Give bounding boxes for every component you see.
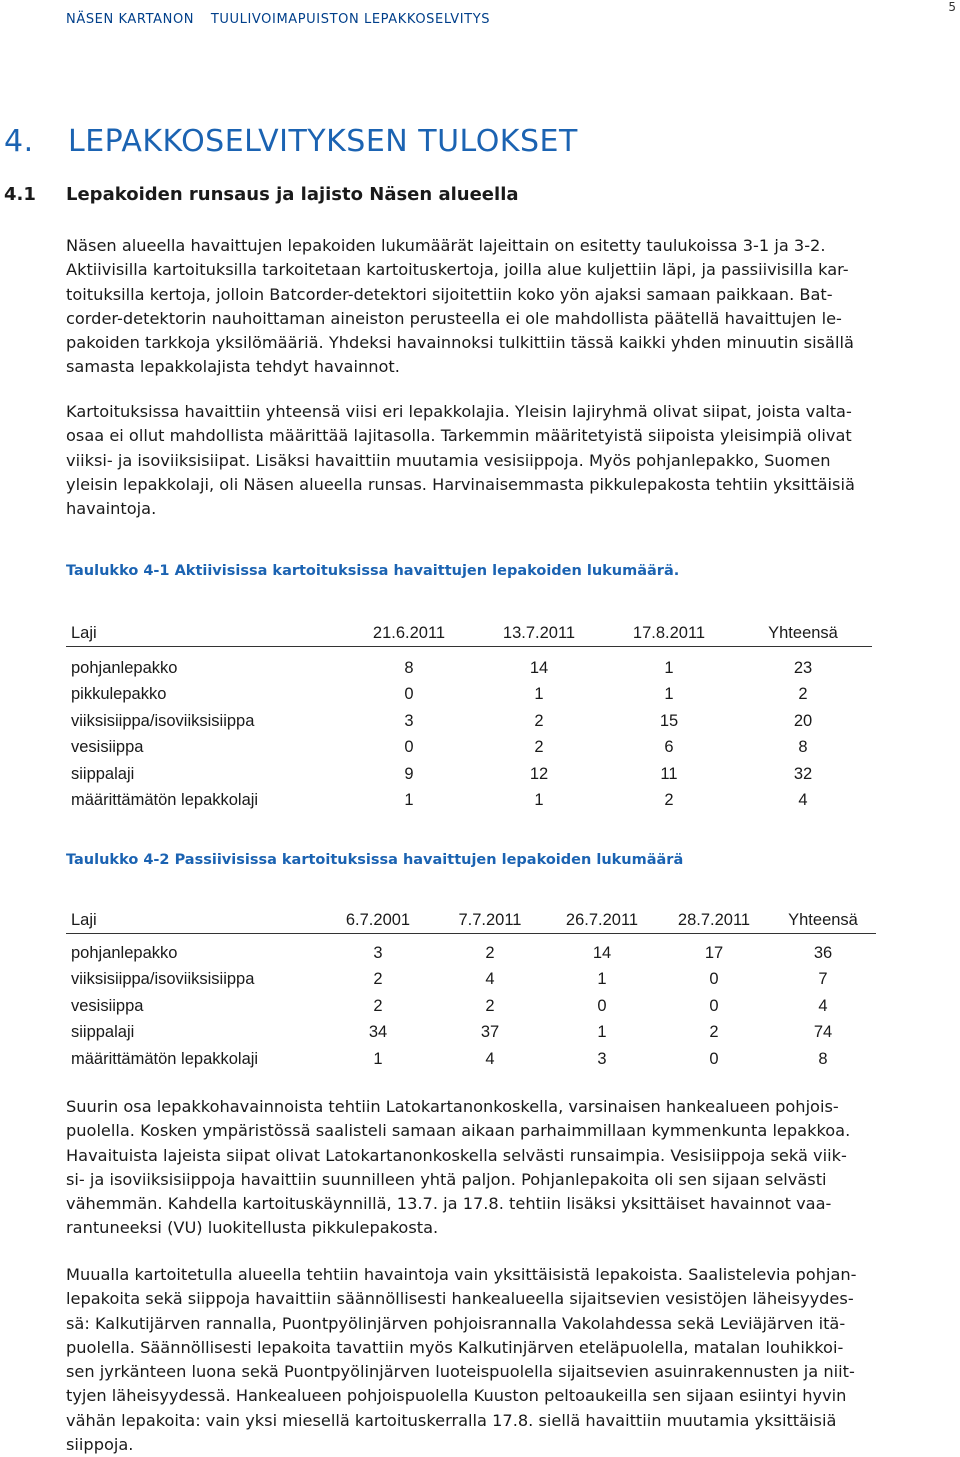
subsection-number: 4.1 <box>4 184 36 205</box>
table-cell: 1 <box>664 685 674 704</box>
table-header-row <box>66 616 872 647</box>
table-cell: 15 <box>659 711 679 730</box>
table-cell: 9 <box>404 764 414 783</box>
table-cell: 8 <box>404 658 414 677</box>
table-cell: määrittämätön lepakkolaji <box>71 791 259 810</box>
column-header: 17.8.2011 <box>604 616 734 647</box>
table-cell: 0 <box>709 1049 719 1068</box>
text-line: Näsen alueella havaittujen lepakoiden lukumäärät lajeittain on esitetty taulukoissa 3-1 ja 3-2. <box>66 236 826 255</box>
table-cell: 0 <box>404 738 414 757</box>
table-cell: 14 <box>529 658 549 677</box>
table-cell: 2 <box>709 1023 719 1042</box>
table-cell: 0 <box>597 996 607 1015</box>
table-cell: pikkulepakko <box>71 685 167 704</box>
table-cell: 2 <box>373 970 383 989</box>
table-cell: 1 <box>534 791 544 810</box>
table-cell: siippalaji <box>71 764 135 783</box>
text-line: Kartoituksissa havaittiin yhteensä viisi eri lepakkolajia. Yleisin lajiryhmä olivat siipat, joista valta- <box>66 402 852 421</box>
text-line: havaintoja. <box>66 499 157 519</box>
passive-survey-table <box>66 903 876 1073</box>
text-line: osaa ei ollut mahdollista määrittää lajitasolla. Tarkemmin määritetyistä siipoista yleisimpiä olivat <box>66 426 852 446</box>
table-cell: 3 <box>597 1049 607 1068</box>
table-caption: Taulukko 4-1 Aktiivisissa kartoituksissa havaittujen lepakoiden lukumäärä. <box>66 563 680 579</box>
table-cell: 1 <box>664 658 674 677</box>
table-cell: 32 <box>793 764 813 783</box>
section-number: 4. <box>4 124 34 159</box>
text-line: Muualla kartoitetulla alueella tehtiin havaintoja vain yksittäisistä lepakoista. Saalistelevia pohjan- <box>66 1265 857 1284</box>
text-line: rantuneeksi (VU) luokitellusta pikkulepakosta. <box>66 1218 439 1238</box>
text-line: siippoja. <box>66 1435 134 1455</box>
table-row <box>66 682 872 709</box>
column-header: Yhteensä <box>770 903 876 934</box>
table-row <box>66 1046 876 1073</box>
table-cell: 2 <box>373 996 383 1015</box>
text-line: tyjen läheisyydessä. Hankealueen pohjoispuolella Kuuston peltoaukeilla sen sijaan esiintyi hyvin <box>66 1386 847 1406</box>
table-row <box>66 967 876 994</box>
table-cell: 6 <box>664 738 674 757</box>
table-cell: 8 <box>818 1049 828 1068</box>
table-cell: 3 <box>404 711 414 730</box>
column-header: 6.7.2001 <box>322 903 434 934</box>
paragraph-other-areas <box>66 1263 954 1457</box>
table-cell: 0 <box>709 996 719 1015</box>
table-cell: 4 <box>798 791 808 810</box>
running-header-part: TUULIVOIMAPUISTON LEPAKKOSELVITYS <box>210 12 491 27</box>
table-row <box>66 940 876 967</box>
table-cell: viiksisiippa/isoviiksisiippa <box>71 711 255 730</box>
table-row <box>66 993 876 1020</box>
text-line: lepakoita sekä siippoja havaittiin säännöllisesti hankealueella sijaitsevien vesistöjen läheisyydes- <box>66 1289 854 1309</box>
text-line: si- ja isoviiksisiippoja havaittiin suunnilleen yhtä paljon. Pohjanlepakoita oli sen sijaan selvästi <box>66 1169 827 1189</box>
text-line: sen jyrkänteen luona sekä Puontpyölinjärven luoteispuolella sijaitsevien asuinrakennusten ja niit- <box>66 1362 855 1382</box>
text-line: yleisin lepakkolaji, oli Näsen alueella runsas. Harvinaisemmasta pikkulepakosta tehtiin yksittäisiä <box>66 474 855 494</box>
table-row <box>66 655 872 682</box>
table-cell: viiksisiippa/isoviiksisiippa <box>71 970 255 989</box>
active-survey-table <box>66 616 872 814</box>
table-cell: 2 <box>534 738 544 757</box>
running-header <box>66 12 502 27</box>
column-header: 26.7.2011 <box>546 903 658 934</box>
table-cell: määrittämätön lepakkolaji <box>71 1049 259 1068</box>
column-header: Laji <box>66 616 344 647</box>
text-line: puolella. Kosken ympäristössä saalisteli samaan aikaan parhaimmillaan kymmenkunta lepakkoa. <box>66 1121 851 1141</box>
column-header: Yhteensä <box>734 616 872 647</box>
table-cell: 1 <box>597 970 607 989</box>
text-line: pakoiden tarkkoja yksilömääriä. Yhdeksi havainnoksi tulkittiin tässä kaikki yhden minuutin sisällä <box>66 333 854 353</box>
table-cell: 4 <box>485 1049 495 1068</box>
table-header-row <box>66 903 876 934</box>
table-cell: 1 <box>373 1049 383 1068</box>
paragraph-latokartano <box>66 1095 954 1241</box>
running-header-part: NÄSEN KARTANON <box>66 12 195 27</box>
table-cell: 14 <box>592 943 612 962</box>
subsection-title: Lepakoiden runsaus ja lajisto Näsen alueella <box>66 184 519 205</box>
page-number: 5 <box>948 0 956 14</box>
table-cell: 8 <box>798 738 808 757</box>
table-cell: 36 <box>813 943 833 962</box>
table-cell: pohjanlepakko <box>71 943 178 962</box>
table-cell: 0 <box>709 970 719 989</box>
table-caption: Taulukko 4-2 Passiivisissa kartoituksissa havaittujen lepakoiden lukumäärä <box>66 852 684 868</box>
text-line: puolella. Säännöllisesti lepakoita tavattiin myös Kalkutinjärven eteläpuolella, matalan louhikkoi- <box>66 1337 844 1357</box>
table-cell: vesisiippa <box>71 738 144 757</box>
table-cell: 2 <box>664 791 674 810</box>
table-cell: 23 <box>793 658 813 677</box>
table-row <box>66 735 872 762</box>
column-header: 21.6.2011 <box>344 616 474 647</box>
table-cell: 12 <box>529 764 549 783</box>
column-header: 28.7.2011 <box>658 903 770 934</box>
table-cell: 2 <box>485 996 495 1015</box>
table-cell: 2 <box>798 685 808 704</box>
table-cell: 74 <box>813 1023 833 1042</box>
table-cell: 3 <box>373 943 383 962</box>
section-title: LEPAKKOSELVITYKSEN TULOKSET <box>68 124 578 159</box>
table-cell: 1 <box>534 685 544 704</box>
table-cell: siippalaji <box>71 1023 135 1042</box>
table-cell: 0 <box>404 685 414 704</box>
text-line: vähemmän. Kahdella kartoituskäynnillä, 13.7. ja 17.8. tehtiin lisäksi yksittäiset havainnot vaa- <box>66 1194 832 1214</box>
table-row <box>66 1020 876 1047</box>
table-cell: 37 <box>480 1023 500 1042</box>
text-line: samasta lepakkolajista tehdyt havainnot. <box>66 357 400 377</box>
table-row <box>66 788 872 815</box>
table-cell: 34 <box>368 1023 388 1042</box>
table-cell: pohjanlepakko <box>71 658 178 677</box>
text-line: sä: Kalkutijärven rannalla, Puontpyölinjärven pohjoisrannalla Vakolahdessa sekä Leviäjärven itä- <box>66 1313 846 1333</box>
text-line: vähän lepakoita: vain yksi miesellä kartoituskerralla 17.8. siellä havaittiin muutamia yksittäisiä <box>66 1410 837 1430</box>
table-cell: 2 <box>534 711 544 730</box>
table-cell: 20 <box>793 711 813 730</box>
table-cell: vesisiippa <box>71 996 144 1015</box>
table-cell: 1 <box>597 1023 607 1042</box>
subsection-heading <box>4 184 519 205</box>
table-cell: 11 <box>660 764 678 783</box>
paragraph-intro <box>66 234 954 380</box>
table-row <box>66 761 872 788</box>
section-heading <box>4 124 578 159</box>
paragraph-species <box>66 400 954 521</box>
table-cell: 2 <box>485 943 495 962</box>
column-header: 13.7.2011 <box>474 616 604 647</box>
column-header: Laji <box>66 903 322 934</box>
table-cell: 1 <box>404 791 414 810</box>
text-line: Havaituista lajeista siipat olivat Latokartanonkoskella selvästi runsaimpia. Vesisiippoja sekä viik- <box>66 1145 847 1165</box>
text-line: viiksi- ja isoviiksisiipat. Lisäksi havaittiin muutamia vesisiippoja. Myös pohjanlepakko, Suomen <box>66 450 831 470</box>
text-line: corder-detektorin nauhoittaman aineiston perusteella ei ole mahdollista päätellä havaittujen le- <box>66 308 842 328</box>
column-header: 7.7.2011 <box>434 903 546 934</box>
table-cell: 7 <box>818 970 828 989</box>
table-cell: 17 <box>704 943 724 962</box>
text-line: Suurin osa lepakkohavainnoista tehtiin Latokartanonkoskella, varsinaisen hankealueen pohjois- <box>66 1097 839 1116</box>
text-line: toituksilla kertoja, jolloin Batcorder-detektori sijoitettiin koko yön ajaksi samaan paikkaan. Bat- <box>66 284 833 304</box>
table-row <box>66 708 872 735</box>
table-cell: 4 <box>485 970 495 989</box>
table-cell: 4 <box>818 996 828 1015</box>
text-line: Aktiivisilla kartoituksilla tarkoitetaan kartoituskertoja, joilla alue kuljettiin läpi, ja passiivisilla kar- <box>66 260 849 280</box>
